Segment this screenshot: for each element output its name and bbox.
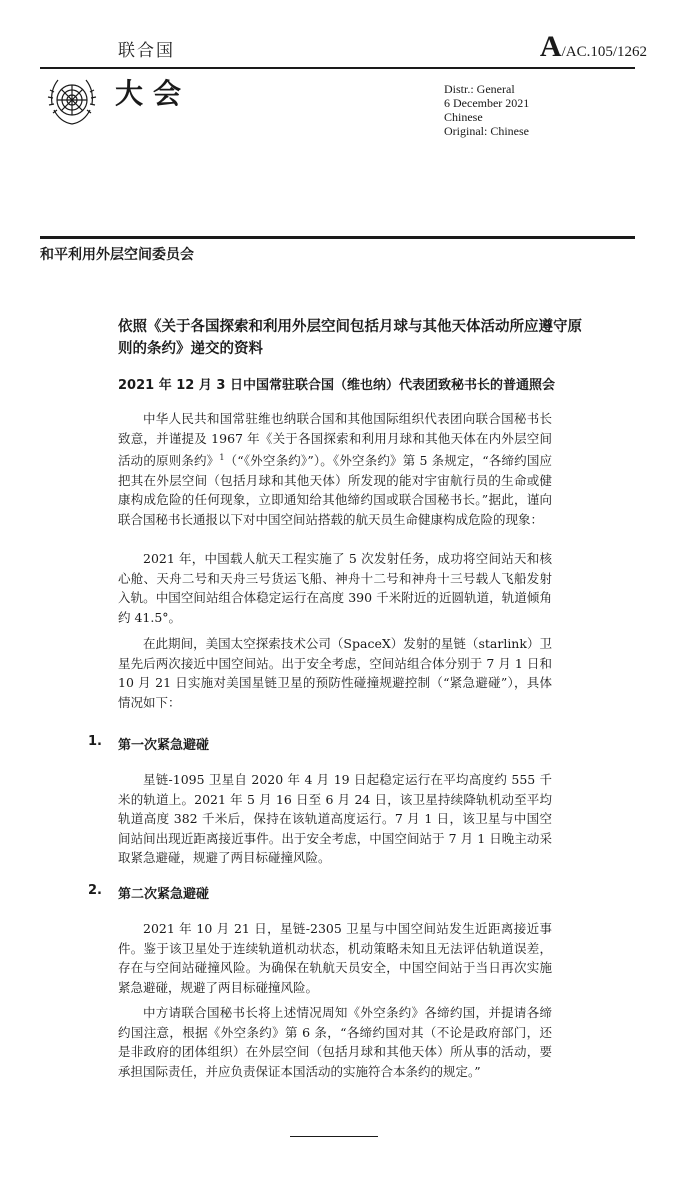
- heading-second-avoidance: [88, 883, 588, 903]
- distr-date: 6 December 2021: [444, 96, 530, 110]
- heading-first-avoidance: [88, 734, 588, 754]
- distr-language: Chinese: [444, 110, 483, 124]
- paragraph-intro-a: 中华人民共和国常驻维也纳联合国和其他国际组织代表团向联合国秘书长致意，并谨提及 1967 年《关于各国探索和利用月球和其他天体在内外层空间活动的原则条约》: [118, 411, 552, 469]
- header-rule: [40, 67, 635, 69]
- distr-original: Original: Chinese: [444, 124, 529, 138]
- assembly-title: 大会: [115, 77, 192, 110]
- paragraph-intro: [118, 409, 552, 529]
- heading-number: 1.: [88, 734, 102, 749]
- paragraph-intro-b: （“《外空条约》”）。《外空条约》第 5 条规定，“各缔约国应把其在外层空间（包括月球和其他天体）所发现的能对宇宙航行员的生命或健康构成危险的任何现象，立即通知给其他缔约国或联合国秘书长。”据此，谨向联合国秘书长通报以下对中国空间站搭载的航天员生命健康构成危险的现象：: [118, 453, 552, 527]
- committee-name: 和平利用外层空间委员会: [40, 247, 194, 263]
- heading-number: 2.: [88, 883, 102, 898]
- paragraph-starlink: 在此期间，美国太空探索技术公司（SpaceX）发射的星链（starlink）卫星先后两次接近中国空间站。出于安全考虑，空间站组合体分别于 7 月 1 日和 10 月 21 日实施对美国星链卫星的预防性碰撞规避控制（“紧急避碰”），具体情况如下：: [118, 636, 552, 710]
- distr-line: Distr.: General: [444, 82, 515, 96]
- heading-text: 第二次紧急避碰: [118, 887, 210, 902]
- symbol-letter: A: [539, 30, 562, 63]
- document-title: 依照《关于各国探索和利用外层空间包括月球与其他天体活动所应遵守原则的条约》递交的资料: [118, 319, 582, 357]
- paragraph-second-event: 2021 年 10 月 21 日，星链-2305 卫星与中国空间站发生近距离接近事件。鉴于该卫星处于连续轨道机动状态，机动策略未知且无法评估轨道误差，存在与空间站碰撞风险。为确保在轨航天员安全，中国空间站于当日再次实施紧急避碰，规避了两目标碰撞风险。: [118, 921, 552, 995]
- organization-name: 联合国: [118, 41, 175, 61]
- footnote-separator: [290, 1136, 378, 1137]
- paragraph-first-event: 星链-1095 卫星自 2020 年 4 月 19 日起稳定运行在平均高度约 555 千米的轨道上。2021 年 5 月 16 日至 6 月 24 日，该卫星持续降轨机动至平均轨道高度 382 千米后，保持在该轨道高度运行。7 月 1 日，该卫星与中国空间站间出现近距离接近事件。出于安全考虑，中国空间站于 7 月 1 日晚主动采取紧急避碰，规避了两目标碰撞风险。: [118, 772, 552, 865]
- document-symbol: [540, 30, 647, 64]
- footnote-marker: 1: [219, 453, 225, 462]
- document-subtitle: 2021 年 12 月 3 日中国常驻联合国（维也纳）代表团致秘书长的普通照会: [118, 378, 555, 393]
- section-rule: [40, 236, 635, 239]
- paragraph-missions: 2021 年，中国载人航天工程实施了 5 次发射任务，成功将空间站天和核心舱、天舟二号和天舟三号货运飞船、神舟十二号和神舟十三号载人飞船发射入轨。中国空间站组合体稳定运行在高度 390 千米附近的近圆轨道，轨道倾角约 41.5°。: [118, 551, 552, 625]
- un-emblem-icon: [40, 70, 104, 134]
- symbol-number: /AC.105/1262: [561, 44, 647, 60]
- distribution-block: [444, 82, 529, 138]
- heading-text: 第一次紧急避碰: [118, 738, 210, 753]
- paragraph-request: 中方请联合国秘书长将上述情况周知《外空条约》各缔约国，并提请各缔约国注意，根据《外空条约》第 6 条，“各缔约国对其（不论是政府部门，还是非政府的团体组织）在外层空间（包括月球和其他天体）所从事的活动，要承担国际责任，并应负责保证本国活动的实施符合本条约的规定。”: [118, 1005, 552, 1079]
